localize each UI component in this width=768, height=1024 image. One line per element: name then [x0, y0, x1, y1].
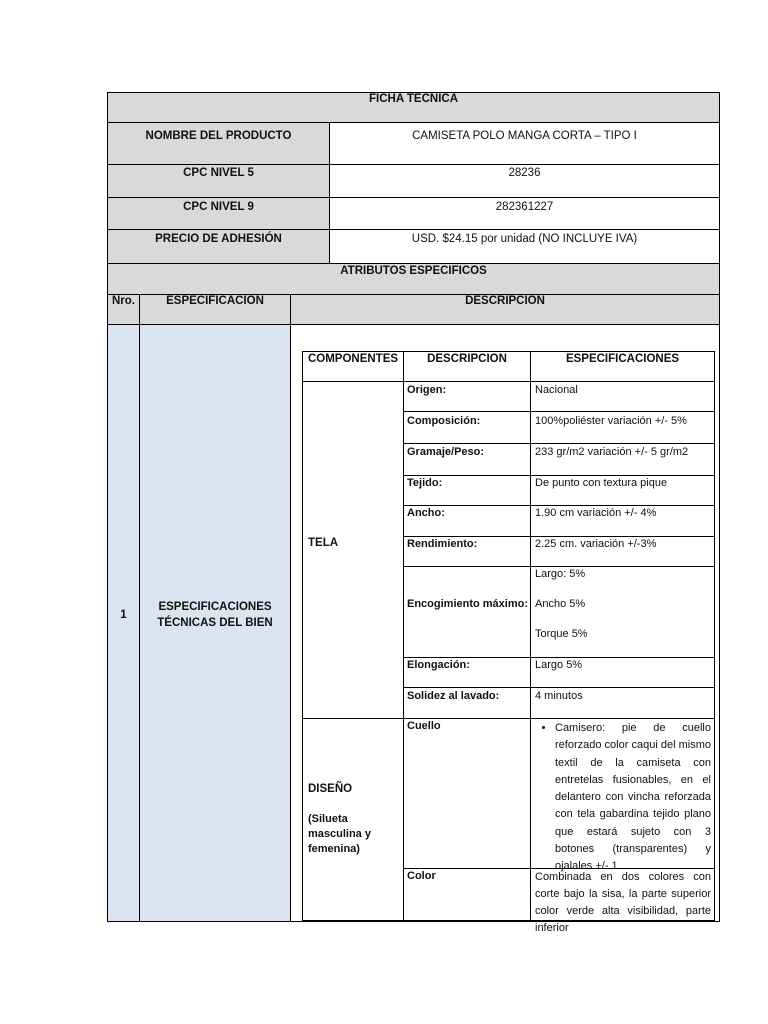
cpc5-label: CPC NIVEL 5 [183, 167, 254, 179]
diseno-color-value: Combinada en dos colores con corte bajo la sisa, la parte superior color verde alta visibilidad, parte inferior [535, 871, 711, 934]
tela-composicion-label: Composición: [407, 415, 481, 427]
price-value: USD. $24.15 por unidad (NO INCLUYE IVA) [411, 233, 638, 245]
nro-header: Nro. [112, 295, 135, 307]
diseno-color-label: Color [407, 870, 436, 882]
tela-encogimiento-largo: Largo: 5% [535, 568, 586, 580]
tela-composicion-value: 100%poliéster variación +/- 5% [535, 415, 687, 427]
sheet-title: FICHA TECNICA [368, 93, 458, 105]
cpc9-value: 282361227 [495, 201, 554, 213]
diseno-component: DISEÑO [308, 783, 353, 795]
tela-component: TELA [308, 537, 339, 549]
inner-header-components-text: COMPONENTES [307, 353, 399, 365]
diseno-cuello-bullet: • Camisero: pie de cuello reforzado color caqui del mismo textil de la camiseta con entretelas fusionables, en el delantero con vincha reforzada con tela gabardina tejido plano que estará sujeto con 3 botones (transparentes) y ojalales +/- 1 [555, 720, 711, 876]
tela-gramaje-value: 233 gr/m2 variación +/- 5 gr/m2 [535, 446, 689, 458]
diseno-component-sub: (Silueta masculina y femenina) [308, 813, 371, 855]
tela-rendimiento-label: Rendimiento: [407, 538, 478, 550]
tela-origen-label: Origen: [407, 384, 447, 396]
cpc5-value: 28236 [508, 167, 541, 179]
row-number: 1 [120, 609, 127, 621]
desc-header: DESCRIPCION [465, 295, 545, 307]
cpc9-label: CPC NIVEL 9 [183, 201, 254, 213]
inner-header-specifications-text: ESPECIFICACIONES [565, 353, 680, 365]
row-number-cell [107, 324, 140, 922]
tela-elongacion-label: Elongación: [407, 659, 470, 671]
diseno-cuello-value [533, 720, 711, 876]
tela-elongacion-value: Largo 5% [535, 659, 583, 671]
product-name-value: CAMISETA POLO MANGA CORTA – TIPO I [412, 130, 637, 142]
tela-gramaje-label: Gramaje/Peso: [407, 446, 485, 458]
spec-header: ESPECIFICACION [166, 295, 264, 307]
tela-solidez-value: 4 minutos [535, 690, 583, 702]
tela-row-encogimiento-desc [403, 566, 531, 658]
tela-solidez-label: Solidez al lavado: [407, 690, 500, 702]
tela-component-cell [302, 381, 404, 719]
tela-origen-value: Nacional [535, 384, 578, 396]
tela-ancho-label: Ancho: [407, 507, 445, 519]
diseno-row-cuello-desc [403, 718, 531, 869]
row-spec: ESPECIFICACIONES TÉCNICAS DEL BIEN [157, 601, 273, 629]
product-name-label: NOMBRE DEL PRODUCTO [145, 130, 292, 142]
attributes-title: ATRIBUTOS ESPECIFICOS [340, 265, 487, 277]
tela-ancho-value: 1.90 cm variación +/- 4% [535, 507, 657, 519]
tela-encogimiento-torque: Torque 5% [535, 628, 588, 640]
tela-tejido-value: De punto con textura pique [535, 477, 668, 489]
diseno-cuello-label: Cuello [407, 720, 441, 732]
tela-rendimiento-value: 2.25 cm. variación +/-3% [535, 538, 657, 550]
tela-tejido-label: Tejido: [407, 477, 443, 489]
tela-encogimiento-ancho: Ancho 5% [535, 598, 586, 610]
price-label: PRECIO DE ADHESIÓN [155, 233, 282, 245]
inner-header-description-text: DESCRIPCION [427, 353, 507, 365]
tela-encogimiento-label: Encogimiento máximo: [407, 598, 529, 610]
